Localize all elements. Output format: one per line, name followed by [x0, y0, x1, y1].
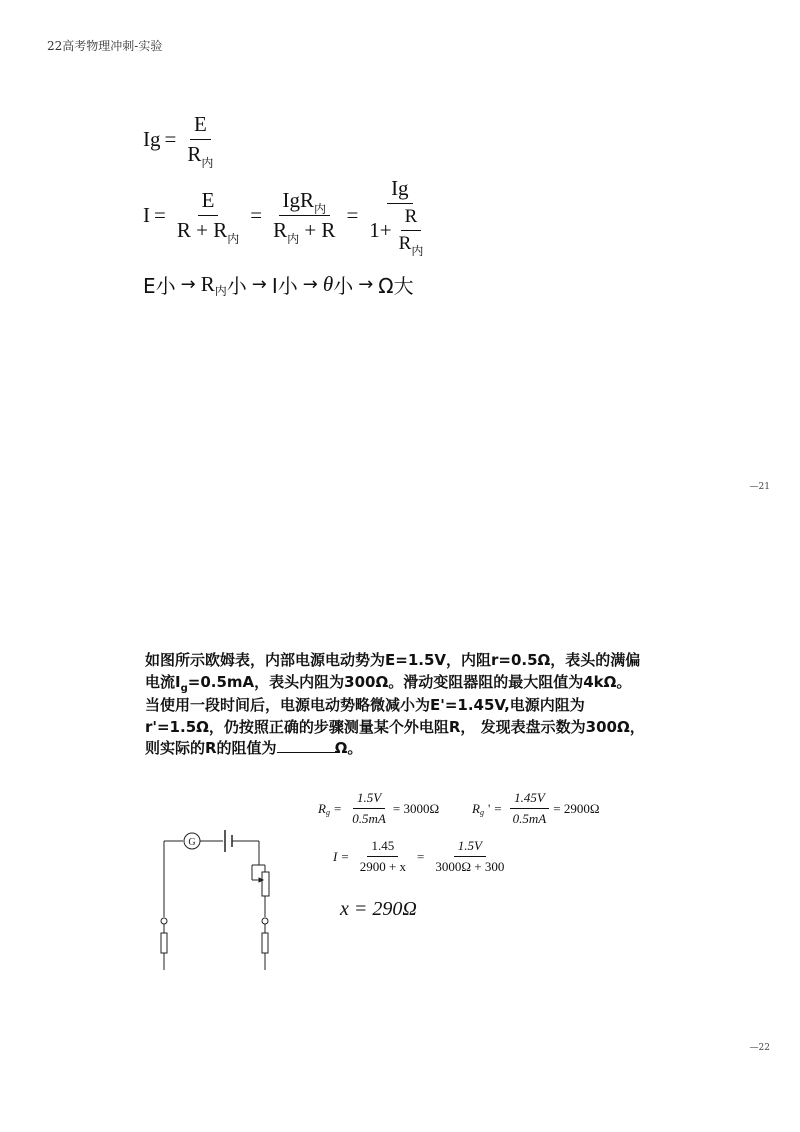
- formula-i-fraction-2: $\frac{IgR_内}{R_内 + R}$: [273, 188, 336, 246]
- page-number: —21: [749, 482, 770, 492]
- resistor-left-icon: [161, 933, 167, 953]
- formula-ig-fraction: $\frac{E}{R_内}$: [187, 112, 214, 170]
- formula-i-fraction-3: Ig 1+ $\frac{R}{R_内}$: [369, 176, 424, 258]
- ohmmeter-circuit-diagram: [155, 825, 295, 975]
- formula-ig-lhs: Ig: [143, 127, 161, 151]
- formula-i: I = $\frac{E}{R + R_内}$ = $\frac{IgR_内}{R_内 + R}$ = Ig 1+ $\frac{R}{R_内}$: [143, 176, 437, 255]
- arrow-icon: →: [180, 274, 196, 295]
- terminal-right-icon: [262, 918, 268, 924]
- formula-ig: Ig = $\frac{E}{R_内}$: [143, 112, 220, 167]
- answer-blank: [277, 739, 335, 753]
- galvanometer-label: G: [188, 837, 196, 848]
- arrow-icon: →: [251, 274, 267, 295]
- solution-current: I = $\frac{1.45}{2900 + x}$ = $\frac{1.5V}{3000\Omega + 300}$: [333, 838, 505, 874]
- header-title: 22高考物理冲刺-实验: [47, 39, 163, 53]
- page-number: —22: [749, 1043, 770, 1053]
- solution-rg: R g = $\frac{1.5V}{0.5mA}$ = 3000Ω: [318, 790, 440, 826]
- solution-rg-prime: R g ' = $\frac{1.45V}{0.5mA}$ = 2900Ω: [472, 790, 600, 826]
- rheostat-icon: [262, 872, 269, 896]
- arrow-icon: →: [302, 274, 318, 295]
- formula-i-fraction-1: $\frac{E}{R + R_内}$: [176, 188, 240, 246]
- arrow-icon: →: [358, 274, 374, 295]
- formula-chain: E小 → R 内 小 → I小 → θ 小 → Ω大: [143, 272, 414, 298]
- resistor-right-icon: [262, 933, 268, 953]
- problem-text: 如图所示欧姆表，内部电源电动势为E=1.5V，内阻r=0.5Ω，表头的满偏电流$I_g=0.5mA$，表头内阻为300Ω。滑动变阻器阻的最大阻值为4kΩ。当使用一段时间后，电源电动势略微减小为E'=1.45V,电源内阻为r'=1.5Ω，仍按照正确的步骤测量某个外电阻R， 发现表盘示数为300Ω，则实际的R的阻值为 Ω。: [145, 651, 645, 757]
- terminal-left-icon: [161, 918, 167, 924]
- solution-answer: x = 290Ω: [340, 898, 417, 920]
